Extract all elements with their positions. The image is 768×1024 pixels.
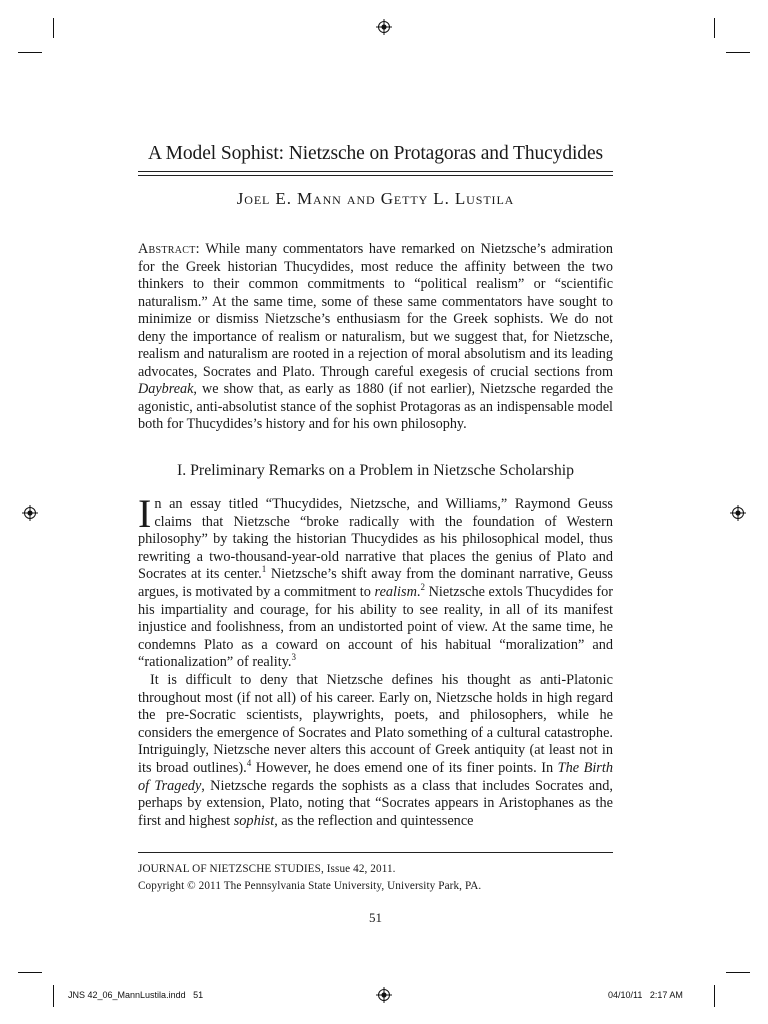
footer-rule [138,852,613,853]
registration-mark-icon [376,19,392,35]
paragraph-text: . [416,583,421,600]
abstract-text-end: , we show that, as early as 1880 (if not earlier), Nietzsche regarded the agonistic, anti-absolutist stance of the sophist Protagoras as an indispensable model both for Thucydides’s history and for his own philosophy. [138,381,613,432]
abstract-italic-work: Daybreak [138,381,194,397]
paragraph-text: It is difficult to deny that Nietzsche defines his thought as anti-Platonic throughout most (if not all) of his career. Early on, Nietzsche holds in high regard the pre-Socratic scientists, playwrights, poets, and philosophers, while he considers the emergence of Socrates and Plato something of a cultural catastrophe. Intriguingly, Nietzsche never alters this account of Greek antiquity (at least not in its broad outlines). [138,671,613,776]
article-authors: Joel E. Mann and Getty L. Lustila [236,189,515,208]
paragraph-text: However, he does emend one of its finer points. In [251,759,558,776]
abstract [138,241,613,434]
journal-citation: JOURNAL OF NIETZSCHE STUDIES, Issue 42, 2011. [138,863,396,875]
crop-mark [726,972,750,973]
crop-mark [18,972,42,973]
copyright-line: Copyright © 2011 The Pennsylvania State University, University Park, PA. [138,880,482,892]
footnote-ref[interactable]: 2 [420,582,425,593]
crop-mark [726,52,750,53]
body-text [138,491,614,830]
page-number: 51 [369,910,382,925]
paragraph-text: , as the reflection and quintessence [274,812,474,829]
registration-mark-icon [730,505,746,521]
footnote-ref[interactable]: 4 [246,758,252,769]
paragraph-text: n an essay titled “Thucydides, Nietzsche, and Williams,” Raymond Geuss claims that Nietzsche “broke radically with the foundation of Western philosophy” by taking the historian Thucydides as his philosophical model, thus rewriting a two-thousand-year-old narrative that places the genius of Plato and Socrates at its center. [138,496,613,583]
title-rule [138,171,613,172]
paragraph-text: , Nietzsche regards the sophists as a class that includes Socrates and, perhaps by extension, Plato, noting that “Socrates appears in Aristophanes as the first and highest [138,777,614,829]
crop-mark [714,18,715,38]
section-heading: I. Preliminary Remarks on a Problem in Nietzsche Scholarship [176,462,575,479]
footnote-ref[interactable]: 1 [261,564,267,575]
crop-mark [53,18,54,38]
paragraph [138,491,613,672]
italic-term: sophist [233,812,275,829]
article-title: A Model Sophist: Nietzsche on Protagoras and Thucydides [147,143,604,164]
crop-mark [18,52,42,53]
crop-mark [714,985,715,1007]
slug-filename: JNS 42_06_MannLustila.indd 51 [68,990,204,1000]
abstract-label: Abstract: [138,241,200,257]
paragraph-text: Nietzsche’s shift away from the dominant narrative, Geuss argues, is motivated by a commitment to [138,566,613,600]
registration-mark-icon [22,505,38,521]
title-rule [138,175,613,176]
italic-work-title: The Birth of Tragedy [138,759,613,794]
paragraph [138,672,613,830]
drop-cap: I [138,491,152,536]
footnote-ref[interactable]: 3 [291,652,296,663]
paragraph-text: Nietzsche extols Thucydides for his impartiality and courage, for his ability to see reality, in all of its manifest injustice and foolishness, from an undistorted point of view. At the same time, he condemns Plato as a coward on account of his habitual “moralization” and “rationalization” of reality. [138,583,613,671]
registration-mark-icon [376,987,392,1003]
italic-term: realism [374,583,417,600]
crop-mark [53,985,54,1007]
slug-timestamp: 04/10/11 2:17 AM [608,990,683,1000]
abstract-text: While many commentators have remarked on Nietzsche’s admiration for the Greek historian Thucydides, most reduce the affinity between the two thinkers to their common commitments to “political realism” or “scientific naturalism.” At the same time, some of these same commentators have sought to minimize or dismiss Nietzsche’s enthusiasm for the Greek sophists. We do not deny the importance of realism or naturalism, but we suggest that, for Nietzsche, realism and naturalism are rooted in a rejection of moral absolutism and its leading advocates, Socrates and Plato. Through careful exegesis of crucial sections from [138,241,613,380]
